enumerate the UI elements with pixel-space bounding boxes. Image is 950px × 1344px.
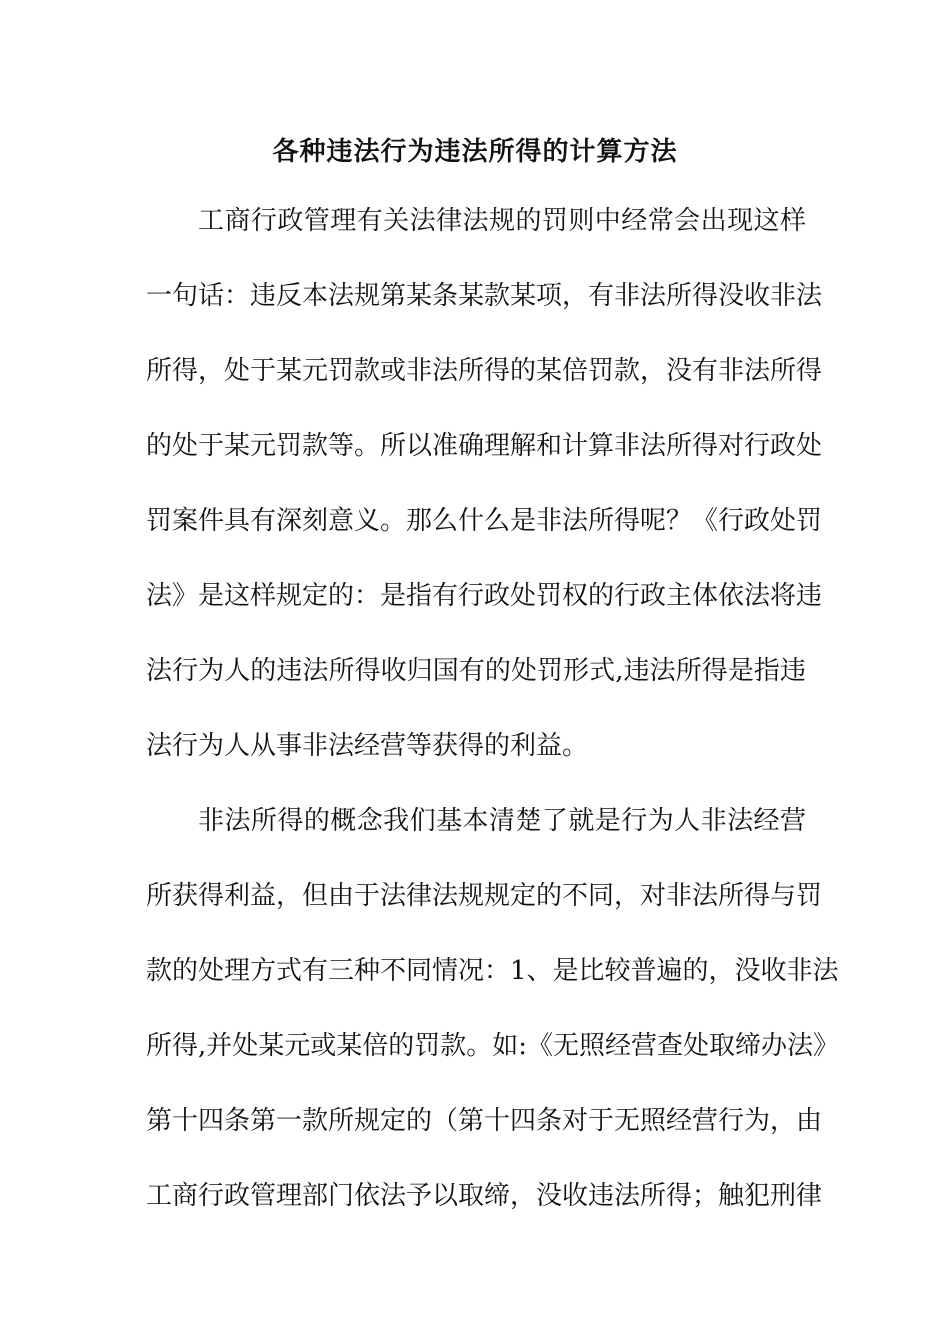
- paragraph-1-line-7: 法行为人的违法所得收归国有的处罚形式,违法所得是指违: [146, 656, 806, 686]
- document-title: 各种违法行为违法所得的计算方法: [272, 137, 678, 167]
- paragraph-1-line-6: 法》是这样规定的：是指有行政处罚权的行政主体依法将违: [146, 581, 823, 611]
- paragraph-1-line-8: 法行为人从事非法经营等获得的利益。: [146, 731, 589, 761]
- paragraph-2-line-4: 所得,并处某元或某倍的罚款。如:《无照经营查处取缔办法》: [146, 1031, 840, 1061]
- paragraph-2-line-1: 非法所得的概念我们基本清楚了就是行为人非法经营: [198, 806, 806, 836]
- paragraph-1-line-4: 的处于某元罚款等。所以准确理解和计算非法所得对行政处: [146, 431, 823, 461]
- paragraph-1-line-2: 一句话：违反本法规第某条某款某项，有非法所得没收非法: [146, 281, 823, 311]
- paragraph-1-line-3: 所得，处于某元罚款或非法所得的某倍罚款，没有非法所得: [146, 356, 823, 386]
- paragraph-2-line-2: 所获得利益，但由于法律法规规定的不同，对非法所得与罚: [146, 881, 823, 911]
- paragraph-2-line-5: 第十四条第一款所规定的（第十四条对于无照经营行为，由: [146, 1106, 823, 1136]
- paragraph-2-line-3: 款的处理方式有三种不同情况：1、是比较普遍的，没收非法: [146, 956, 839, 986]
- paragraph-2-line-6: 工商行政管理部门依法予以取缔，没收违法所得；触犯刑律: [146, 1181, 823, 1211]
- paragraph-1-line-5: 罚案件具有深刻意义。那么什么是非法所得呢？《行政处罚: [146, 506, 823, 536]
- paragraph-1-line-1: 工商行政管理有关法律法规的罚则中经常会出现这样: [198, 206, 806, 236]
